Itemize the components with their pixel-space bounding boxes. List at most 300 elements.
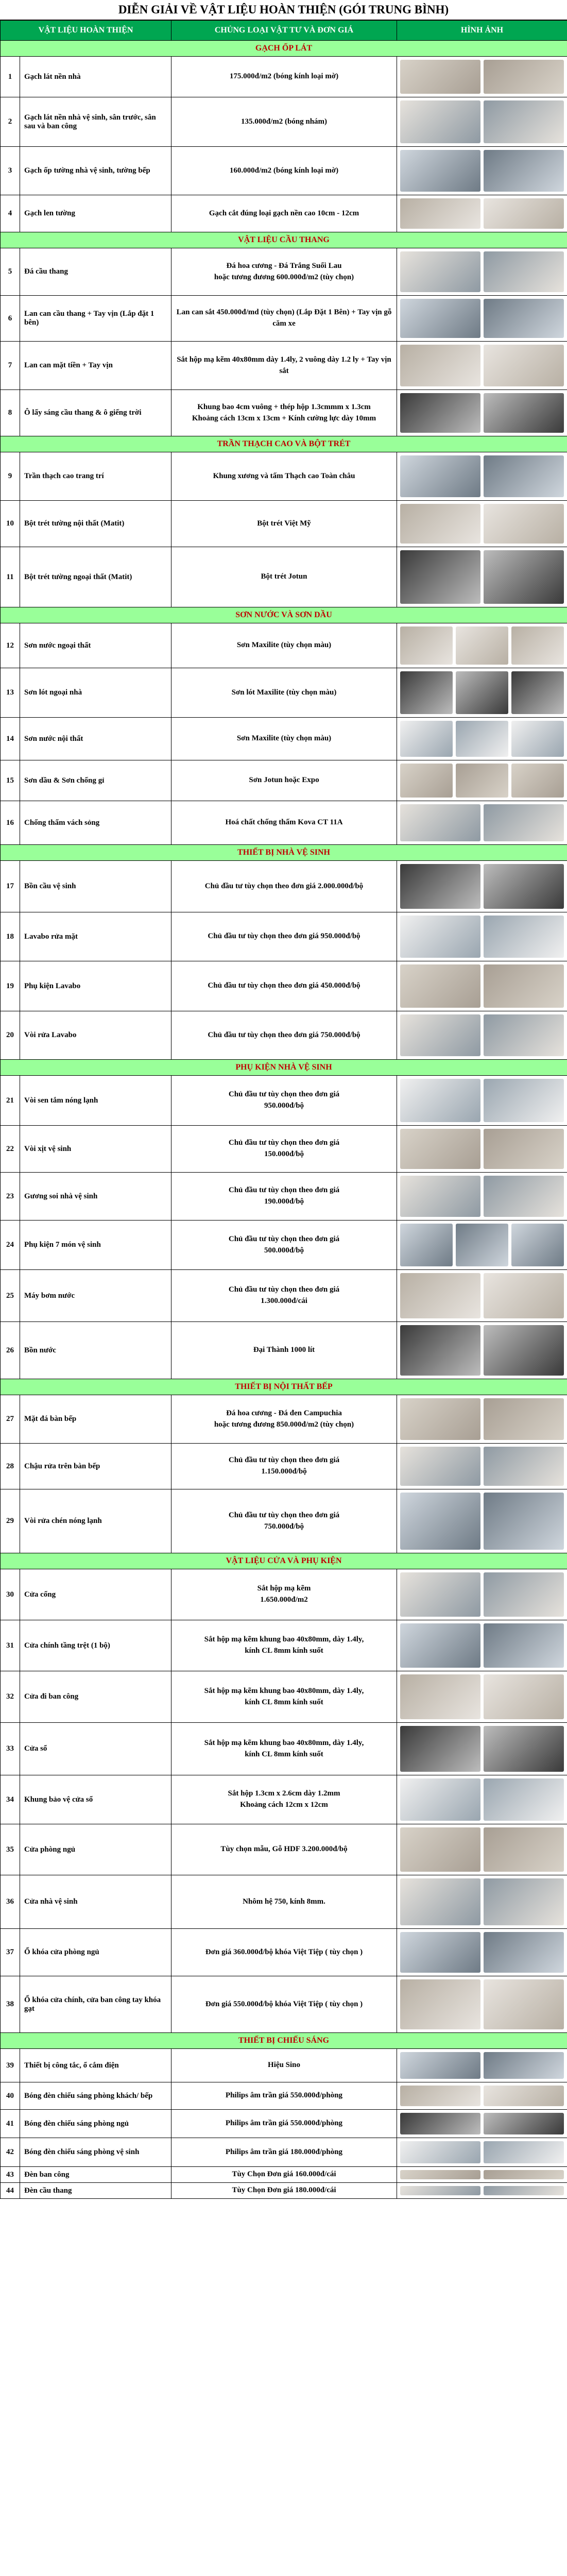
material-image-cell <box>397 390 567 436</box>
material-image-cell <box>397 97 567 147</box>
photo-swatch <box>484 1325 564 1376</box>
photo-swatch <box>400 251 480 292</box>
photo-swatch <box>484 2141 564 2163</box>
material-name: Khung bảo vệ cửa sổ <box>20 1775 171 1824</box>
photo-swatch <box>484 150 564 192</box>
section-title: TRẦN THẠCH CAO VÀ BỘT TRÉT <box>1 436 567 452</box>
photo-swatch <box>484 1979 564 2029</box>
material-spec: Chủ đầu tư tùy chọn theo đơn giá 190.000đ/bộ <box>171 1173 397 1221</box>
photo-swatch <box>400 299 480 338</box>
material-image-cell <box>397 1395 567 1444</box>
table-header-row <box>1 21 567 41</box>
table-row <box>1 2049 567 2082</box>
table-row <box>1 97 567 147</box>
photo-swatch <box>484 1129 564 1169</box>
photo-swatch <box>484 198 564 229</box>
table-row <box>1 1824 567 1875</box>
material-spec: Hoá chất chống thấm Kova CT 11A <box>171 801 397 845</box>
photo-swatch <box>400 1014 480 1056</box>
table-row <box>1 1489 567 1553</box>
faucet-photo <box>400 1014 564 1056</box>
table-row <box>1 390 567 436</box>
row-number: 41 <box>1 2110 20 2138</box>
material-spec: Gạch cắt đúng loại gạch nền cao 10cm - 12cm <box>171 195 397 232</box>
material-name: Phụ kiện 7 món vệ sinh <box>20 1221 171 1270</box>
photo-swatch <box>456 764 508 798</box>
photo-swatch <box>400 671 453 714</box>
material-name: Vòi rửa chén nóng lạnh <box>20 1489 171 1553</box>
putty-bag-photo <box>400 504 564 544</box>
section-header <box>1 232 567 248</box>
table-row <box>1 2167 567 2183</box>
material-name: Mặt đá bàn bếp <box>20 1395 171 1444</box>
material-spec: Đơn giá 360.000đ/bộ khóa Việt Tiệp ( tùy chọn ) <box>171 1929 397 1976</box>
photo-swatch <box>400 1176 480 1217</box>
row-number: 9 <box>1 452 20 501</box>
photo-swatch <box>484 100 564 143</box>
material-spec: Khung xương và tấm Thạch cao Toàn châu <box>171 452 397 501</box>
material-spec: Chủ đầu tư tùy chọn theo đơn giá 950.000đ/bộ <box>171 912 397 961</box>
material-image-cell <box>397 2183 567 2199</box>
row-number: 16 <box>1 801 20 845</box>
photo-swatch <box>400 1398 480 1440</box>
row-number: 42 <box>1 2138 20 2167</box>
header-spec: CHỦNG LOẠI VẬT TƯ VÀ ĐƠN GIÁ <box>171 21 397 41</box>
photo-swatch <box>400 1447 480 1486</box>
table-row <box>1 2110 567 2138</box>
section-header <box>1 1060 567 1076</box>
photo-swatch <box>456 626 508 665</box>
row-number: 32 <box>1 1671 20 1723</box>
photo-swatch <box>511 721 564 757</box>
photo-swatch <box>400 2052 480 2079</box>
table-row <box>1 1620 567 1671</box>
section-title: VẬT LIỆU CẦU THANG <box>1 232 567 248</box>
section-header <box>1 1379 567 1395</box>
material-name: Vòi sen tắm nóng lạnh <box>20 1076 171 1126</box>
photo-swatch <box>484 2170 564 2179</box>
photo-swatch <box>511 764 564 798</box>
table-row <box>1 668 567 718</box>
material-name: Gạch lát nền nhà <box>20 57 171 97</box>
material-image-cell <box>397 1569 567 1620</box>
table-row <box>1 623 567 668</box>
photo-swatch <box>484 299 564 338</box>
material-name: Bóng đèn chiếu sáng phòng vệ sinh <box>20 2138 171 2167</box>
table-row <box>1 1322 567 1379</box>
material-image-cell <box>397 2082 567 2110</box>
material-spec: 175.000đ/m2 (bóng kính loại mờ) <box>171 57 397 97</box>
photo-swatch <box>511 671 564 714</box>
material-image-cell <box>397 1173 567 1221</box>
table-row <box>1 296 567 342</box>
row-number: 30 <box>1 1569 20 1620</box>
material-name: Bồn cầu vệ sinh <box>20 861 171 912</box>
row-number: 29 <box>1 1489 20 1553</box>
row-number: 33 <box>1 1723 20 1775</box>
photo-swatch <box>400 150 480 192</box>
material-name: Trần thạch cao trang trí <box>20 452 171 501</box>
section-header <box>1 845 567 861</box>
photo-swatch <box>511 1224 564 1266</box>
material-image-cell <box>397 1322 567 1379</box>
photo-swatch <box>400 964 480 1008</box>
material-name: Vòi rửa Lavabo <box>20 1011 171 1060</box>
skirting-photo <box>400 198 564 229</box>
material-spec: Đá hoa cương - Đá Trắng Suối Lau hoặc tương đương 600.000đ/m2 (tùy chọn) <box>171 248 397 296</box>
gate-photo <box>400 1572 564 1617</box>
mirror-photo <box>400 1176 564 1217</box>
material-name: Gạch len tường <box>20 195 171 232</box>
row-number: 6 <box>1 296 20 342</box>
material-spec: Chủ đầu tư tùy chọn theo đơn giá 450.000đ/bộ <box>171 961 397 1011</box>
section-title: THIẾT BỊ NHÀ VỆ SINH <box>1 845 567 861</box>
photo-swatch <box>400 1979 480 2029</box>
material-spec: Chủ đầu tư tùy chọn theo đơn giá 1.300.000đ/cái <box>171 1270 397 1322</box>
section-title: THIẾT BỊ NỘI THẤT BẾP <box>1 1379 567 1395</box>
row-number: 26 <box>1 1322 20 1379</box>
material-image-cell <box>397 452 567 501</box>
row-number: 14 <box>1 718 20 760</box>
bathroom-door-photo <box>400 1878 564 1925</box>
header-material: VẬT LIỆU HOÀN THIỆN <box>1 21 171 41</box>
material-spec: 160.000đ/m2 (bóng kính loại mờ) <box>171 147 397 195</box>
material-spec: Đại Thành 1000 lít <box>171 1322 397 1379</box>
photo-swatch <box>484 1447 564 1486</box>
photo-swatch <box>484 964 564 1008</box>
material-name: Sơn nước nội thất <box>20 718 171 760</box>
material-spec: Sơn Maxilite (tùy chọn màu) <box>171 623 397 668</box>
material-spec: Sắt hộp 1.3cm x 2.6cm dày 1.2mm Khoảng cách 12cm x 12cm <box>171 1775 397 1824</box>
photo-swatch <box>484 1273 564 1318</box>
material-spec: Sơn Jotun hoặc Expo <box>171 760 397 801</box>
materials-table <box>0 20 567 2199</box>
photo-swatch <box>484 251 564 292</box>
material-name: Gạch lát nền nhà vệ sinh, sân trước, sân sau và ban công <box>20 97 171 147</box>
material-spec: Đá hoa cương - Đá đen Campuchia hoặc tương đương 850.000đ/m2 (tùy chọn) <box>171 1395 397 1444</box>
row-number: 12 <box>1 623 20 668</box>
table-row <box>1 2183 567 2199</box>
material-name: Bóng đèn chiếu sáng phòng ngủ <box>20 2110 171 2138</box>
photo-swatch <box>400 60 480 94</box>
photo-swatch <box>484 550 564 604</box>
photo-swatch <box>400 2086 480 2106</box>
section-header <box>1 41 567 57</box>
material-image-cell <box>397 195 567 232</box>
photo-swatch <box>400 1778 480 1821</box>
table-row <box>1 912 567 961</box>
table-row <box>1 801 567 845</box>
material-image-cell <box>397 1875 567 1929</box>
table-row <box>1 1011 567 1060</box>
material-spec: Tùy chọn mẫu, Gỗ HDF 3.200.000đ/bộ <box>171 1824 397 1875</box>
photo-swatch <box>400 100 480 143</box>
table-row <box>1 1976 567 2033</box>
photo-swatch <box>400 550 480 604</box>
primer-cans-photo <box>400 671 564 714</box>
material-image-cell <box>397 1126 567 1173</box>
material-spec: Chủ đầu tư tùy chọn theo đơn giá 750.000đ/bộ <box>171 1011 397 1060</box>
door-knob-photo <box>400 1932 564 1973</box>
section-header <box>1 607 567 623</box>
stair-light-photo <box>400 2186 564 2195</box>
material-name: Bồn nước <box>20 1322 171 1379</box>
photo-swatch <box>456 671 508 714</box>
material-spec: Philips âm trần giá 550.000đ/phòng <box>171 2110 397 2138</box>
material-image-cell <box>397 801 567 845</box>
material-image-cell <box>397 1824 567 1875</box>
photo-swatch <box>511 626 564 665</box>
material-name: Lan can cầu thang + Tay vịn (Lắp đặt 1 bên) <box>20 296 171 342</box>
material-name: Cửa cổng <box>20 1569 171 1620</box>
row-number: 31 <box>1 1620 20 1671</box>
material-name: Máy bơm nước <box>20 1270 171 1322</box>
photo-swatch <box>400 1224 453 1266</box>
table-row <box>1 1173 567 1221</box>
photo-swatch <box>456 1224 508 1266</box>
switch-outlet-photo <box>400 2052 564 2079</box>
material-image-cell <box>397 623 567 668</box>
bulb-photo <box>400 2141 564 2163</box>
waterproof-bucket-photo <box>400 804 564 841</box>
skylight-photo <box>400 393 564 433</box>
row-number: 4 <box>1 195 20 232</box>
material-spec: Sắt hộp mạ kẽm khung bao 40x80mm, dày 1.4ly, kính CL 8mm kính suốt <box>171 1620 397 1671</box>
material-spec: Bột trét Jotun <box>171 547 397 607</box>
material-name: Cửa phòng ngủ <box>20 1824 171 1875</box>
material-name: Ổ khóa cửa chính, cửa ban công tay khóa gạt <box>20 1976 171 2033</box>
material-image-cell <box>397 2049 567 2082</box>
material-spec: Tùy Chọn Đơn giá 180.000đ/cái <box>171 2183 397 2199</box>
table-row <box>1 1671 567 1723</box>
material-spec: Sắt hộp mạ kẽm khung bao 40x80mm, dày 1.4ly, kính CL 8mm kính suốt <box>171 1671 397 1723</box>
material-name: Gạch ốp tường nhà vệ sinh, tường bếp <box>20 147 171 195</box>
material-name: Cửa chính tầng trệt (1 bộ) <box>20 1620 171 1671</box>
photo-swatch <box>400 504 480 544</box>
row-number: 34 <box>1 1775 20 1824</box>
photo-swatch <box>400 1827 480 1872</box>
material-image-cell <box>397 1489 567 1553</box>
material-spec: Nhôm hệ 750, kính 8mm. <box>171 1875 397 1929</box>
row-number: 23 <box>1 1173 20 1221</box>
photo-swatch <box>400 721 453 757</box>
bidet-spray-photo <box>400 1129 564 1169</box>
table-row <box>1 248 567 296</box>
table-row <box>1 547 567 607</box>
row-number: 25 <box>1 1270 20 1322</box>
photo-swatch <box>484 1572 564 1617</box>
paint-cans-photo <box>400 626 564 665</box>
photo-swatch <box>400 804 480 841</box>
material-image-cell <box>397 147 567 195</box>
table-row <box>1 1395 567 1444</box>
material-name: Phụ kiện Lavabo <box>20 961 171 1011</box>
row-number: 24 <box>1 1221 20 1270</box>
photo-swatch <box>484 60 564 94</box>
photo-swatch <box>484 1932 564 1973</box>
material-image-cell <box>397 547 567 607</box>
row-number: 28 <box>1 1444 20 1489</box>
lavabo-photo <box>400 916 564 958</box>
material-spec: 135.000đ/m2 (bóng nhám) <box>171 97 397 147</box>
bathroom-wall-photo <box>400 150 564 192</box>
bathroom-floor-photo <box>400 100 564 143</box>
table-row <box>1 961 567 1011</box>
photo-swatch <box>400 2170 480 2179</box>
table-row <box>1 1875 567 1929</box>
material-spec: Khung bao 4cm vuông + thép hộp 1.3cmmm x 1.3cm Khoảng cách 13cm x 13cm + Kính cường lực dày 10mm <box>171 390 397 436</box>
material-image-cell <box>397 1011 567 1060</box>
material-image-cell <box>397 1671 567 1723</box>
granite-counter-photo <box>400 1398 564 1440</box>
row-number: 43 <box>1 2167 20 2183</box>
photo-swatch <box>484 345 564 386</box>
photo-swatch <box>484 1014 564 1056</box>
material-spec: Hiệu Sino <box>171 2049 397 2082</box>
row-number: 2 <box>1 97 20 147</box>
material-spec: Sơn Maxilite (tùy chọn màu) <box>171 718 397 760</box>
photo-swatch <box>400 2141 480 2163</box>
photo-swatch <box>400 916 480 958</box>
material-spec: Lan can sắt 450.000đ/md (tùy chọn) (Lắp Đặt 1 Bên) + Tay vịn gỗ căm xe <box>171 296 397 342</box>
material-name: Lan can mặt tiền + Tay vịn <box>20 342 171 390</box>
material-name: Chậu rửa trên bàn bếp <box>20 1444 171 1489</box>
table-row <box>1 760 567 801</box>
section-title: SƠN NƯỚC VÀ SƠN DẦU <box>1 607 567 623</box>
kitchen-faucet-photo <box>400 1493 564 1550</box>
row-number: 3 <box>1 147 20 195</box>
material-image-cell <box>397 1270 567 1322</box>
photo-swatch <box>484 864 564 909</box>
row-number: 37 <box>1 1929 20 1976</box>
photo-swatch <box>400 1273 480 1318</box>
material-spec: Chủ đầu tư tùy chọn theo đơn giá 750.000đ/bộ <box>171 1489 397 1553</box>
material-name: Sơn nước ngoại thất <box>20 623 171 668</box>
row-number: 22 <box>1 1126 20 1173</box>
stair-railing-photo <box>400 299 564 338</box>
material-spec: Chủ đầu tư tùy chọn theo đơn giá 950.000đ/bộ <box>171 1076 397 1126</box>
table-body <box>1 41 567 2199</box>
section-header <box>1 2033 567 2049</box>
table-row <box>1 342 567 390</box>
photo-swatch <box>484 1726 564 1772</box>
interior-paint-photo <box>400 721 564 757</box>
material-image-cell <box>397 1723 567 1775</box>
row-number: 10 <box>1 501 20 547</box>
photo-swatch <box>400 2186 480 2195</box>
window-photo <box>400 1726 564 1772</box>
balcony-light-photo <box>400 2170 564 2179</box>
table-row <box>1 2082 567 2110</box>
row-number: 8 <box>1 390 20 436</box>
section-title: PHỤ KIỆN NHÀ VỆ SINH <box>1 1060 567 1076</box>
row-number: 38 <box>1 1976 20 2033</box>
ceiling-light-photo <box>400 2113 564 2134</box>
row-number: 18 <box>1 912 20 961</box>
kitchen-sink-photo <box>400 1447 564 1486</box>
material-image-cell <box>397 912 567 961</box>
tile-room-photo <box>400 60 564 94</box>
material-image-cell <box>397 2138 567 2167</box>
photo-swatch <box>484 1778 564 1821</box>
photo-swatch <box>484 2086 564 2106</box>
photo-swatch <box>400 626 453 665</box>
water-tank-photo <box>400 1325 564 1376</box>
photo-swatch <box>400 198 480 229</box>
table-row <box>1 1929 567 1976</box>
material-spec: Sắt hộp mạ kẽm khung bao 40x80mm, dày 1.4ly, kính CL 8mm kính suốt <box>171 1723 397 1775</box>
photo-swatch <box>400 1079 480 1122</box>
material-name: Cửa nhà vệ sinh <box>20 1875 171 1929</box>
material-spec: Philips âm trần giá 550.000đ/phòng <box>171 2082 397 2110</box>
main-door-photo <box>400 1623 564 1668</box>
row-number: 7 <box>1 342 20 390</box>
table-row <box>1 1270 567 1322</box>
table-row <box>1 195 567 232</box>
photo-swatch <box>484 2186 564 2195</box>
header-image: HÌNH ẢNH <box>397 21 567 41</box>
photo-swatch <box>400 1572 480 1617</box>
section-header <box>1 1553 567 1569</box>
material-spec: Philips âm trần giá 180.000đ/phòng <box>171 2138 397 2167</box>
material-image-cell <box>397 861 567 912</box>
row-number: 27 <box>1 1395 20 1444</box>
material-name: Cửa đi ban công <box>20 1671 171 1723</box>
material-image-cell <box>397 1444 567 1489</box>
material-name: Ổ khóa cửa phòng ngủ <box>20 1929 171 1976</box>
material-image-cell <box>397 1221 567 1270</box>
row-number: 1 <box>1 57 20 97</box>
photo-swatch <box>484 1079 564 1122</box>
shower-mixer-photo <box>400 1079 564 1122</box>
water-pump-photo <box>400 1273 564 1318</box>
section-title: THIẾT BỊ CHIẾU SÁNG <box>1 2033 567 2049</box>
material-image-cell <box>397 961 567 1011</box>
gypsum-ceiling-photo <box>400 455 564 497</box>
row-number: 15 <box>1 760 20 801</box>
photo-swatch <box>484 804 564 841</box>
row-number: 5 <box>1 248 20 296</box>
material-image-cell <box>397 1976 567 2033</box>
photo-swatch <box>484 455 564 497</box>
material-name: Thiết bị công tắc, ổ cắm điện <box>20 2049 171 2082</box>
oil-paint-photo <box>400 764 564 798</box>
section-title: VẬT LIỆU CỬA VÀ PHỤ KIỆN <box>1 1553 567 1569</box>
photo-swatch <box>400 864 480 909</box>
downlight-photo <box>400 2086 564 2106</box>
row-number: 36 <box>1 1875 20 1929</box>
row-number: 11 <box>1 547 20 607</box>
photo-swatch <box>484 1493 564 1550</box>
row-number: 17 <box>1 861 20 912</box>
table-row <box>1 501 567 547</box>
material-spec: Đơn giá 550.000đ/bộ khóa Việt Tiệp ( tùy chọn ) <box>171 1976 397 2033</box>
table-row <box>1 718 567 760</box>
table-row <box>1 1126 567 1173</box>
material-name: Chống thấm vách sỏng <box>20 801 171 845</box>
material-name: Sơn dầu & Sơn chống gỉ <box>20 760 171 801</box>
row-number: 13 <box>1 668 20 718</box>
table-row <box>1 861 567 912</box>
photo-swatch <box>400 1674 480 1719</box>
photo-swatch <box>484 504 564 544</box>
row-number: 20 <box>1 1011 20 1060</box>
accessory-set-photo <box>400 1224 564 1266</box>
photo-swatch <box>484 1176 564 1217</box>
lavabo-fittings-photo <box>400 964 564 1008</box>
table-row <box>1 57 567 97</box>
row-number: 19 <box>1 961 20 1011</box>
